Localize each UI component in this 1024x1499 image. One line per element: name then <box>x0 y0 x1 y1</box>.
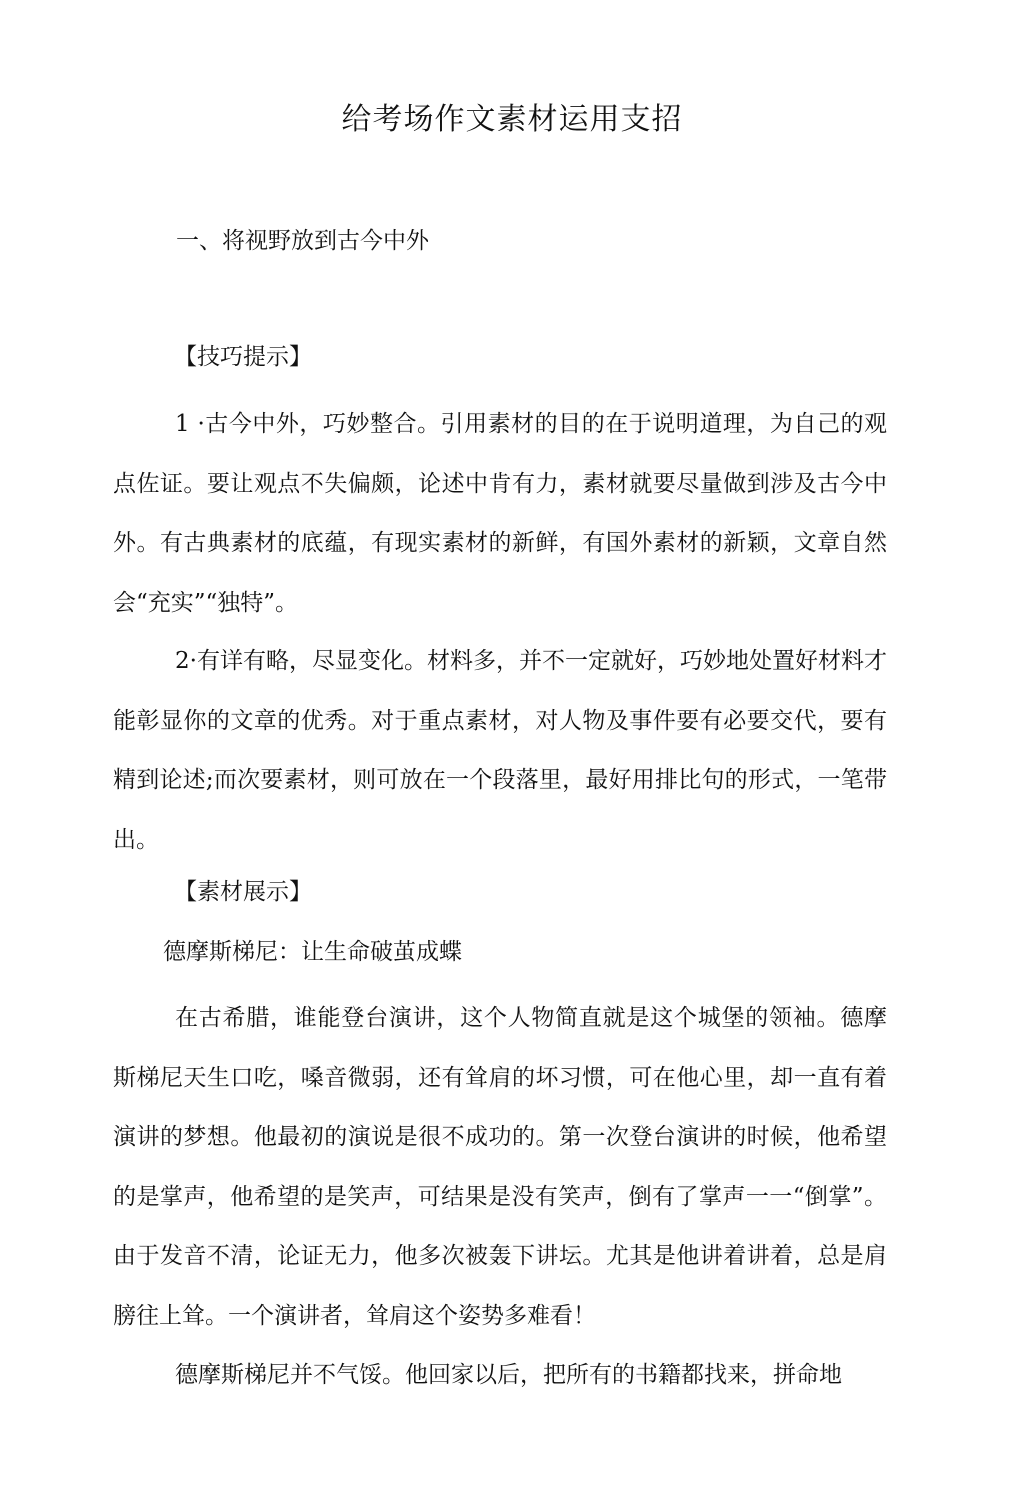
material-paragraph-2: 德摩斯梯尼并不气馁。他回家以后，把所有的书籍都找来，拼命地 <box>175 1362 842 1388</box>
tip-paragraph-1: 1 ·古今中外，巧妙整合。引用素材的目的在于说明道理，为自己的观点佐证。要让观点不失偏颇，论述中肯有力，素材就要尽量做到涉及古今中外。有古典素材的底蕴，有现实素材的新鲜，有国外素材的新颖，文章自然会“充实”“独特”。 <box>113 411 887 616</box>
tip-heading: 【技巧提示】 <box>174 344 312 370</box>
tip-paragraph-2: 2·有详有略，尽显变化。材料多，并不一定就好，巧妙地处置好材料才能彰显你的文章的优秀。对于重点素材，对人物及事件要有必要交代，要有精到论述;而次要素材，则可放在一个段落里，最好用排比句的形式，一笔带出。 <box>113 648 887 853</box>
material-title: 德摩斯梯尼：让生命破茧成蝶 <box>163 939 462 965</box>
material-heading: 【素材展示】 <box>174 879 312 905</box>
material-paragraph-1: 在古希腊，谁能登台演讲，这个人物简直就是这个城堡的领袖。德摩斯梯尼天生口吃，嗓音微弱，还有耸肩的坏习惯，可在他心里，却一直有着演讲的梦想。他最初的演说是很不成功的。第一次登台演讲的时候，他希望的是掌声，他希望的是笑声，可结果是没有笑声，倒有了掌声一一“倒掌”。由于发音不清，论证无力，他多次被轰下讲坛。尤其是他讲着讲着，总是肩膀往上耸。一个演讲者，耸肩这个姿势多难看！ <box>113 1005 887 1329</box>
section-heading: 一、将视野放到古今中外 <box>176 228 429 254</box>
document-title: 给考场作文素材运用支招 <box>341 102 683 137</box>
